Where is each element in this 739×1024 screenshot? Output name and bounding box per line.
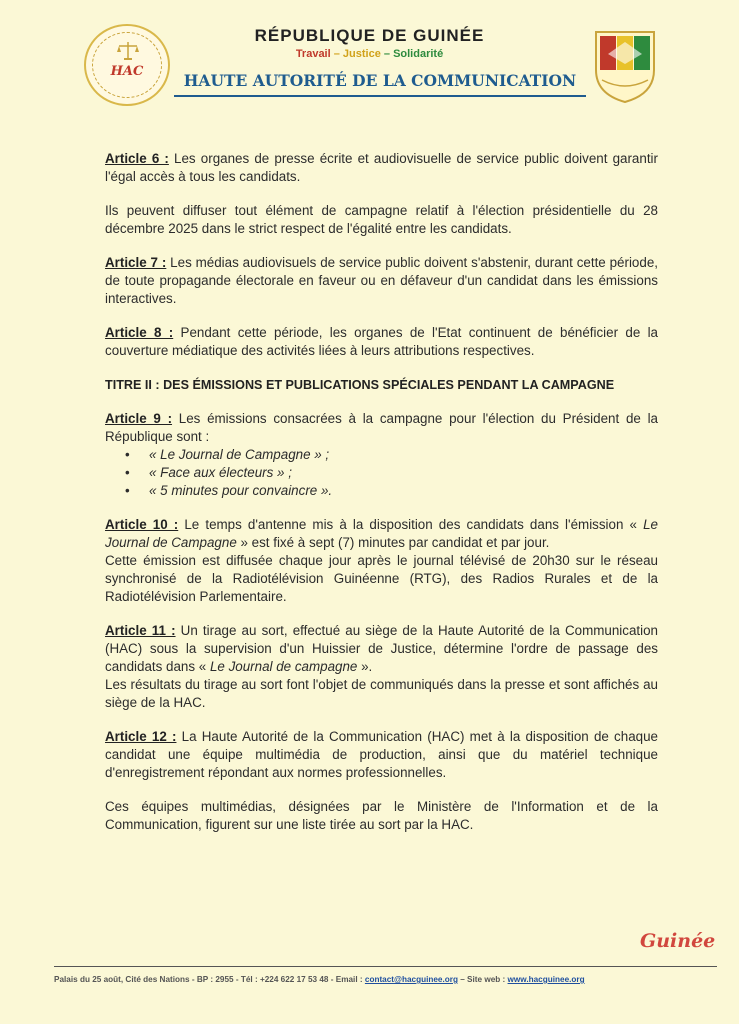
article-10 (105, 516, 658, 606)
logo-hac-text: HAC (110, 64, 144, 79)
list-item: • « Face aux électeurs » ; (135, 464, 658, 482)
article-12-paragraph-2: Ces équipes multimédias, désignées par le Ministère de l'Information et de la Communication, figurent sur une liste tirée au sort par la HAC. (105, 799, 658, 832)
article-text: » est fixé à sept (7) minutes par candidat et par jour. (236, 535, 550, 550)
footer-contact (54, 975, 699, 984)
article-text: Les émissions consacrées à la campagne pour l'élection du Président de la République sont : (105, 411, 658, 444)
article-label: Article 10 : (105, 517, 179, 532)
article-label: Article 6 : (105, 151, 169, 166)
republic-title: RÉPUBLIQUE DE GUINÉE (254, 26, 485, 45)
article-label: Article 11 : (105, 623, 176, 638)
program-list (105, 446, 658, 500)
article-text: Les organes de presse écrite et audiovisuelle de service public doivent garantir l'égal accès à tous les candidats. (105, 151, 658, 184)
article-9-intro (105, 410, 658, 446)
article-11-p2: Les résultats du tirage au sort font l'objet de communiqués dans la presse et sont affichés au siège de la HAC. (105, 677, 658, 710)
section-title-2: TITRE II : DES ÉMISSIONS ET PUBLICATIONS SPÉCIALES PENDANT LA CAMPAGNE (105, 378, 615, 392)
article-10-p2: Cette émission est diffusée chaque jour après le journal télévisé de 20h30 sur le réseau synchronisé de la Radiotélévision Guinéenne (RTG), des Radios Rurales et de la Radiotélévision Parlementaire. (105, 553, 658, 604)
document-body (105, 150, 658, 850)
article-italic: Le Journal de Campagne (105, 517, 658, 550)
article-11-p1 (105, 622, 658, 676)
footer-address: Palais du 25 août, Cité des Nations - BP : 2955 - Tél : +224 622 17 53 48 - Email : (54, 975, 365, 984)
article-6 (105, 150, 658, 186)
article-11 (105, 622, 658, 712)
article-text: Pendant cette période, les organes de l'Etat continuent de bénéficier de la couverture médiatique des activités liées à leurs attributions respectives. (105, 325, 658, 358)
article-6-paragraph-2: Ils peuvent diffuser tout élément de campagne relatif à l'élection présidentielle du 28 décembre 2025 dans le strict respect de l'égalité entre les candidats. (105, 203, 658, 236)
authority-title: HAUTE AUTORITÉ DE LA COMMUNICATION (174, 71, 586, 97)
article-8 (105, 324, 658, 360)
national-motto (180, 48, 559, 60)
article-label: Article 7 : (105, 255, 167, 270)
article-text: La Haute Autorité de la Communication (HAC) met à la disposition de chaque candidat une équipe multimédia de production, ainsi que du matériel technique d'enregistrement répondant aux normes professionnelles. (105, 729, 658, 780)
article-text: Un tirage au sort, effectué au siège de la Haute Autorité de la Communication (HAC) sous la supervision d'un Huissier de Justice, détermine l'ordre de passage des candidats dans « (105, 623, 658, 674)
footer-separator: – Site web : (457, 975, 508, 984)
article-text: ». (357, 659, 373, 674)
article-label: Article 9 : (105, 411, 173, 426)
motto-solidarity: Solidarité (393, 48, 444, 60)
footer-email-link[interactable]: contact@hacguinee.org (364, 975, 458, 984)
article-7 (105, 254, 658, 308)
article-10-p1 (105, 516, 658, 552)
article-text: Le temps d'antenne mis à la disposition des candidats dans l'émission « (178, 517, 644, 532)
article-label: Article 8 : (105, 325, 174, 340)
guinea-coat-of-arms-icon (588, 24, 662, 106)
guinee-brand-logo: Guinée (640, 930, 716, 952)
list-item: • « 5 minutes pour convaincre ». (135, 482, 658, 500)
motto-justice: Justice (342, 48, 381, 60)
scales-icon (116, 40, 140, 62)
footer-divider (54, 966, 717, 967)
article-text: Les médias audiovisuels de service public doivent s'abstenir, durant cette période, de toute propagande électorale en faveur ou en défaveur d'un candidat dans les émissions interactives. (105, 255, 658, 306)
motto-separator: – (330, 48, 343, 60)
hac-logo (84, 24, 170, 106)
list-item: • « Le Journal de Campagne » ; (135, 446, 658, 464)
article-12 (105, 728, 658, 782)
motto-separator: – (380, 48, 394, 60)
article-label: Article 12 : (105, 729, 177, 744)
article-9 (105, 410, 658, 500)
footer-website-link[interactable]: www.hacguinee.org (507, 975, 585, 984)
motto-work: Travail (295, 48, 331, 60)
article-italic: Le Journal de campagne (209, 659, 358, 674)
